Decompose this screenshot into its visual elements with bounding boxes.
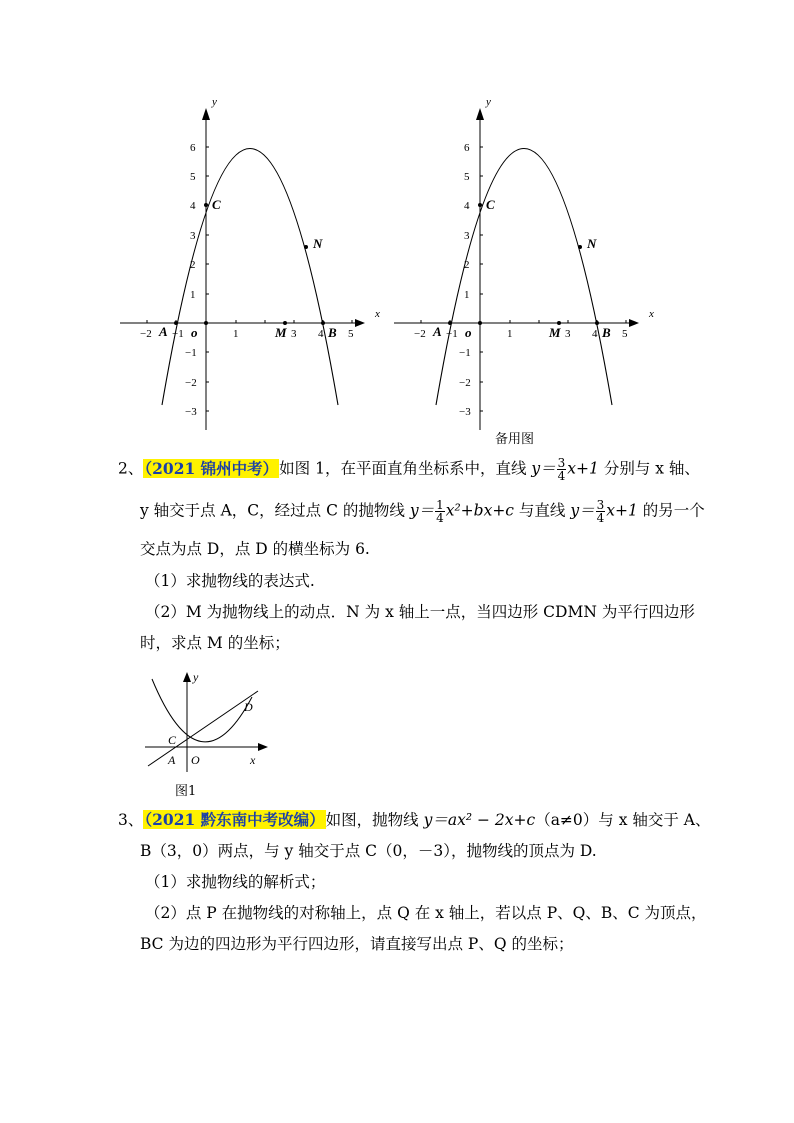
x-tick-1: 1	[507, 328, 513, 340]
q2-text-2b: 与直线	[514, 501, 571, 520]
spare-figure-caption: 备用图	[495, 432, 535, 447]
y-tick-6: 6	[190, 142, 196, 154]
q3-sub-1: （1）求抛物线的解析式；	[145, 873, 326, 891]
x-tick-1: 1	[233, 328, 239, 340]
y-tick-2: 2	[464, 259, 470, 271]
point-b	[321, 321, 325, 325]
fig1-c-label: C	[168, 733, 177, 747]
label-a: A	[159, 324, 168, 339]
y-tick-neg1: −1	[459, 347, 471, 359]
q2-sub-1: （1）求抛物线的表达式.	[145, 572, 315, 590]
point-origin	[478, 321, 482, 325]
y-tick-neg1: −1	[185, 347, 197, 359]
y-tick-4: 4	[190, 200, 196, 212]
math-y-eq: y＝	[570, 501, 595, 520]
fig1-x-label: x	[250, 753, 256, 767]
math-y-eq: y＝	[531, 459, 556, 478]
y-axis-label: y	[486, 96, 491, 108]
q3-line-1	[118, 810, 711, 830]
fig1-o-label: O	[191, 753, 200, 767]
point-b	[595, 321, 599, 325]
coordinate-graph-1	[115, 90, 385, 435]
x-tick-4: 4	[318, 328, 324, 340]
q2-sub-2a: （2）M 为抛物线上的动点．N 为 x 轴上一点，当四边形 CDMN 为平行四边形	[145, 603, 695, 621]
figure-1	[140, 667, 275, 792]
y-axis-label: y	[212, 96, 217, 108]
q2-line-1	[118, 457, 700, 482]
label-c: C	[212, 197, 221, 212]
q3-sub-2a: （2）点 P 在抛物线的对称轴上，点 Q 在 x 轴上，若以点 P、Q、B、C 为顶点，	[145, 904, 707, 922]
label-m: M	[275, 325, 287, 340]
point-n	[304, 245, 308, 249]
y-tick-neg2: −2	[185, 377, 197, 389]
q2-text-1a: 如图 1，在平面直角坐标系中，直线	[279, 459, 532, 478]
fraction-1-4: $\frac{1}{4}$	[436, 498, 444, 525]
math-x-plus-1: x+1	[567, 459, 599, 478]
point-n	[578, 245, 582, 249]
q2-source-tag: （2021 锦州中考）	[144, 458, 279, 478]
math-y-eq: y＝	[409, 501, 435, 520]
label-b: B	[328, 325, 337, 340]
question-2	[0, 455, 794, 799]
origin-label: o	[191, 325, 198, 340]
y-tick-1: 1	[190, 289, 196, 301]
y-tick-4: 4	[464, 200, 470, 212]
q2-text-2c: 的另一个	[637, 501, 705, 520]
q3-source-tag: （2021 黔东南中考改编）	[144, 810, 325, 829]
x-tick-neg2: −2	[140, 328, 152, 340]
fig1-d-label: D	[244, 700, 253, 714]
figure-1-caption: 图1	[175, 784, 197, 799]
q2-line-3: 交点为点 D，点 D 的横坐标为 6.	[140, 540, 370, 558]
y-tick-neg3: −3	[185, 406, 197, 418]
x-axis-label: x	[375, 308, 380, 320]
y-tick-3: 3	[464, 230, 470, 242]
label-a: A	[433, 324, 442, 339]
fraction-3-4: $\frac{3}{4}$	[557, 456, 566, 483]
q2-sub-2b: 时，求点 M 的坐标；	[140, 634, 290, 652]
point-c	[204, 203, 208, 207]
point-origin	[204, 321, 208, 325]
y-tick-5: 5	[464, 171, 470, 183]
origin-label: o	[465, 325, 472, 340]
x-tick-5: 5	[348, 328, 354, 340]
math-q3-parabola: y＝ax² − 2x+c	[423, 811, 536, 829]
y-tick-neg2: −2	[459, 377, 471, 389]
fig1-y-label: y	[193, 670, 199, 684]
x-tick-neg1: −1	[446, 328, 458, 340]
q3-number: 3、	[118, 811, 144, 829]
math-x-plus-1: x+1	[606, 501, 638, 520]
y-tick-2: 2	[190, 259, 196, 271]
point-c	[478, 203, 482, 207]
question-3	[0, 808, 794, 968]
math-parabola-rest: x²+bx+c	[445, 501, 514, 520]
point-a	[174, 321, 178, 325]
label-b: B	[602, 325, 611, 340]
q3-text-1a: 如图，抛物线	[325, 811, 424, 829]
label-c: C	[486, 197, 495, 212]
x-tick-3: 3	[291, 328, 297, 340]
q3-sub-2b: BC 为边的四边形为平行四边形，请直接写出点 P、Q 的坐标；	[140, 935, 574, 953]
x-tick-3: 3	[565, 328, 571, 340]
label-n: N	[313, 236, 323, 251]
label-n: N	[587, 236, 597, 251]
label-m: M	[549, 325, 561, 340]
point-a	[448, 321, 452, 325]
coordinate-graph-2	[389, 90, 659, 435]
y-tick-neg3: −3	[459, 406, 471, 418]
x-tick-neg1: −1	[172, 328, 184, 340]
x-tick-4: 4	[592, 328, 598, 340]
y-tick-5: 5	[190, 171, 196, 183]
x-axis-label: x	[649, 308, 654, 320]
q3-line-2: B（3，0）两点，与 y 轴交于点 C（0，－3），抛物线的顶点为 D.	[140, 842, 597, 860]
q2-text-2a: y 轴交于点 A，C，经过点 C 的抛物线	[140, 501, 410, 520]
x-tick-neg2: −2	[414, 328, 426, 340]
q2-text-1b: 分别与 x 轴、	[598, 459, 700, 478]
y-tick-1: 1	[464, 289, 470, 301]
q2-line-2	[140, 499, 705, 524]
x-tick-5: 5	[622, 328, 628, 340]
q3-text-1b: （a≠0）与 x 轴交于 A、	[535, 811, 711, 829]
q2-number: 2、	[118, 459, 144, 478]
fig1-a-label: A	[168, 753, 176, 767]
fraction-3-4: $\frac{3}{4}$	[596, 498, 605, 525]
y-tick-3: 3	[190, 230, 196, 242]
y-tick-6: 6	[464, 142, 470, 154]
